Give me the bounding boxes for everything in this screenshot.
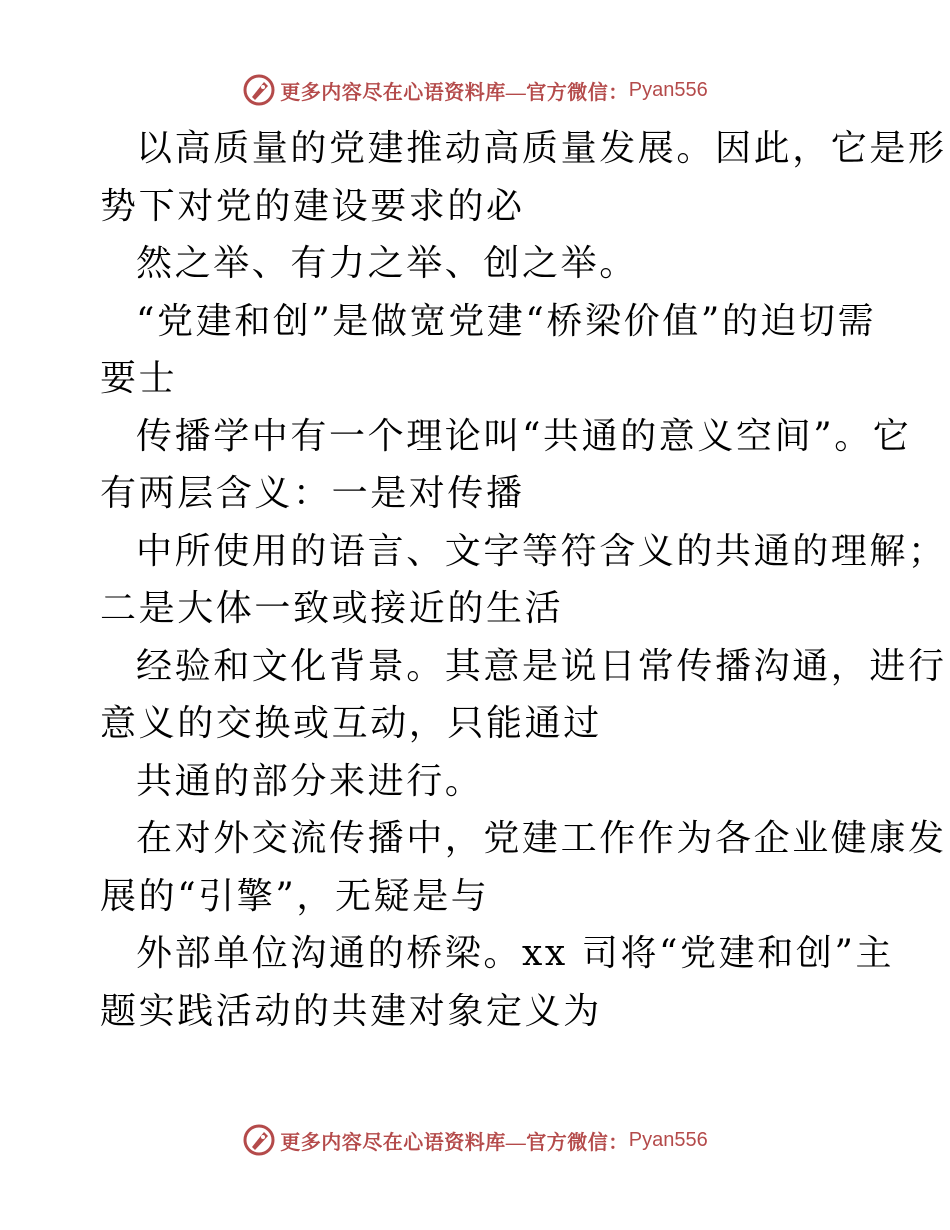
pen-nib-logo-icon [242,73,276,107]
body-line: 共通的部分来进行。 [136,760,484,802]
body-line: 二是大体一致或接近的生活 [100,588,564,629]
body-line: 经验和文化背景。其意是说日常传播沟通，进行 [136,645,947,687]
header-banner [0,70,950,110]
body-line: 在对外交流传播中，党建工作作为各企业健康发 [136,818,947,859]
body-line: 然之举、有力之举、创之举。 [136,243,638,284]
body-line: “党建和创”是做宽党建“桥梁价值”的迫切需 [136,300,877,342]
body-line: 中所使用的语言、文字等符含义的共通的理解； [136,530,947,572]
footer-banner-text: 更多内容尽在心语资料库—官方微信： [280,1131,629,1154]
body-line: 有两层含义：一是对传播 [100,473,525,514]
footer-wechat-id: Pyan556 [628,1128,708,1151]
header-banner-text: 更多内容尽在心语资料库—官方微信： [280,81,629,104]
body-line: 意义的交换或互动，只能通过 [100,703,602,744]
body-line: 要士 [100,358,178,399]
body-line: 展的“引擎”，无疑是与 [100,875,490,917]
body-line: 外部单位沟通的桥梁。xx 司将“党建和创”主 [136,933,895,974]
body-line: 以高质量的党建推动高质量发展。因此，它是形 [136,128,947,169]
body-line: 势下对党的建设要求的必 [100,185,525,227]
document-body [100,120,947,1040]
header-wechat-id: Pyan556 [628,78,708,101]
footer-banner [0,1120,950,1160]
body-line: 题实践活动的共建对象定义为 [100,990,602,1032]
pen-nib-logo-icon [242,1123,276,1157]
body-line: 传播学中有一个理论叫“共通的意义空间”。它 [136,415,912,457]
